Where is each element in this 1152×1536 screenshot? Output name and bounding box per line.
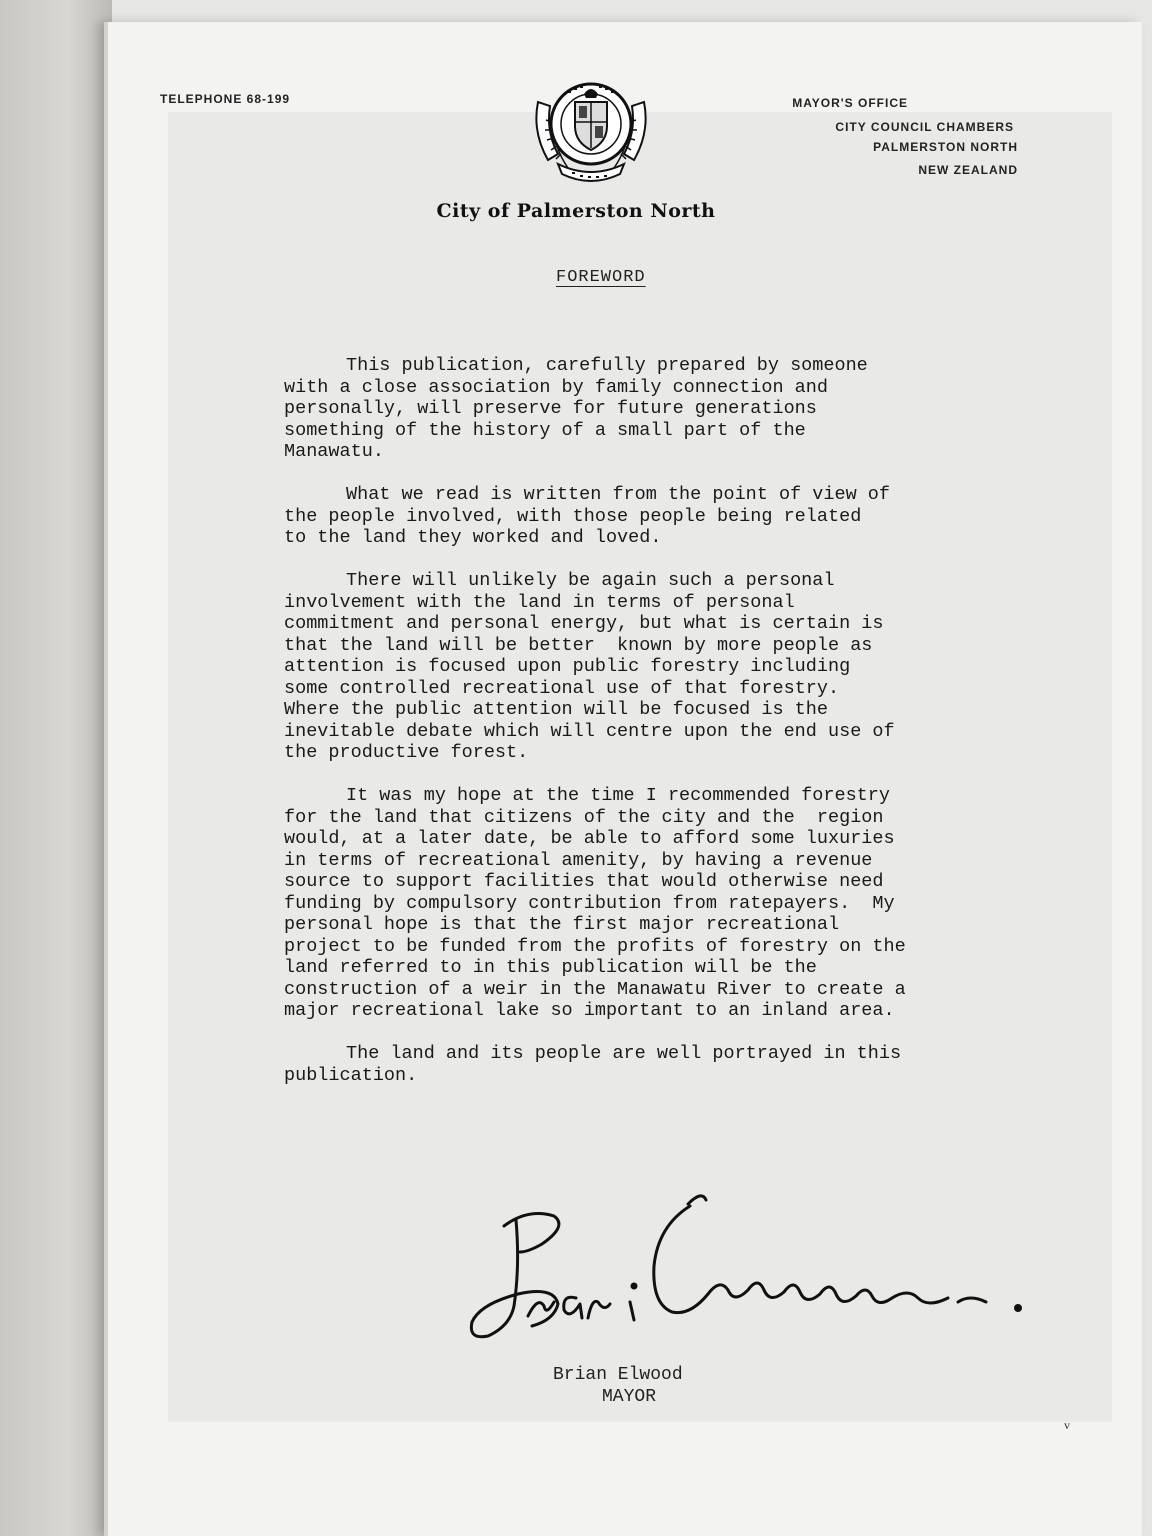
foreword-paragraph-1: This publication, carefully prepared by someone with a close association by family connection and personally, will preserve for future generations something of the history of a small part of the Manawatu. — [284, 355, 868, 462]
page-binding-edge — [104, 22, 108, 1536]
city-name-heading: City of Palmerston North — [436, 200, 716, 222]
address-line-city: PALMERSTON NORTH — [873, 140, 1018, 154]
foreword-paragraph-5: The land and its people are well portrayed in this publication. — [284, 1043, 902, 1086]
foreword-title: FOREWORD — [556, 268, 646, 287]
foreword-body — [284, 355, 1044, 1108]
address-line-chambers: CITY COUNCIL CHAMBERS — [835, 120, 1014, 134]
previous-page-edge — [0, 0, 112, 1536]
signatory-name: Brian Elwood — [553, 1365, 683, 1385]
city-crest-icon — [528, 72, 654, 188]
address-line-country: NEW ZEALAND — [918, 163, 1018, 177]
telephone-number: TELEPHONE 68-199 — [160, 92, 291, 106]
signatory-title: MAYOR — [602, 1387, 657, 1407]
foreword-paragraph-2: What we read is written from the point of view of the people involved, with those people being related to the land they worked and loved. — [284, 484, 890, 548]
foreword-paragraph-4: It was my hope at the time I recommended forestry for the land that citizens of the city and the region would, at a later date, be able to afford some luxuries in terms of recreational amenity, by having a revenue source to support facilities that would otherwise need funding by compulsory contribution from ratepayers. My personal hope is that the first major recreational project to be funded from the profits of forestry on the land referred to in this publication will be the construction of a weir in the Manawatu River to create a major recreational lake so important to an inland area. — [284, 785, 906, 1021]
handwritten-signature — [458, 1186, 1038, 1356]
page-number: v — [1064, 1418, 1070, 1432]
foreword-paragraph-3: There will unlikely be again such a personal involvement with the land in terms of personal commitment and personal energy, but what is certain is that the land will be better known by more people as attention is focused upon public forestry including some controlled recreational use of that forestry. Where the public attention will be focused is the inevitable debate which will centre upon the end use of the productive forest. — [284, 570, 895, 763]
address-line-office: MAYOR'S OFFICE — [792, 96, 908, 110]
